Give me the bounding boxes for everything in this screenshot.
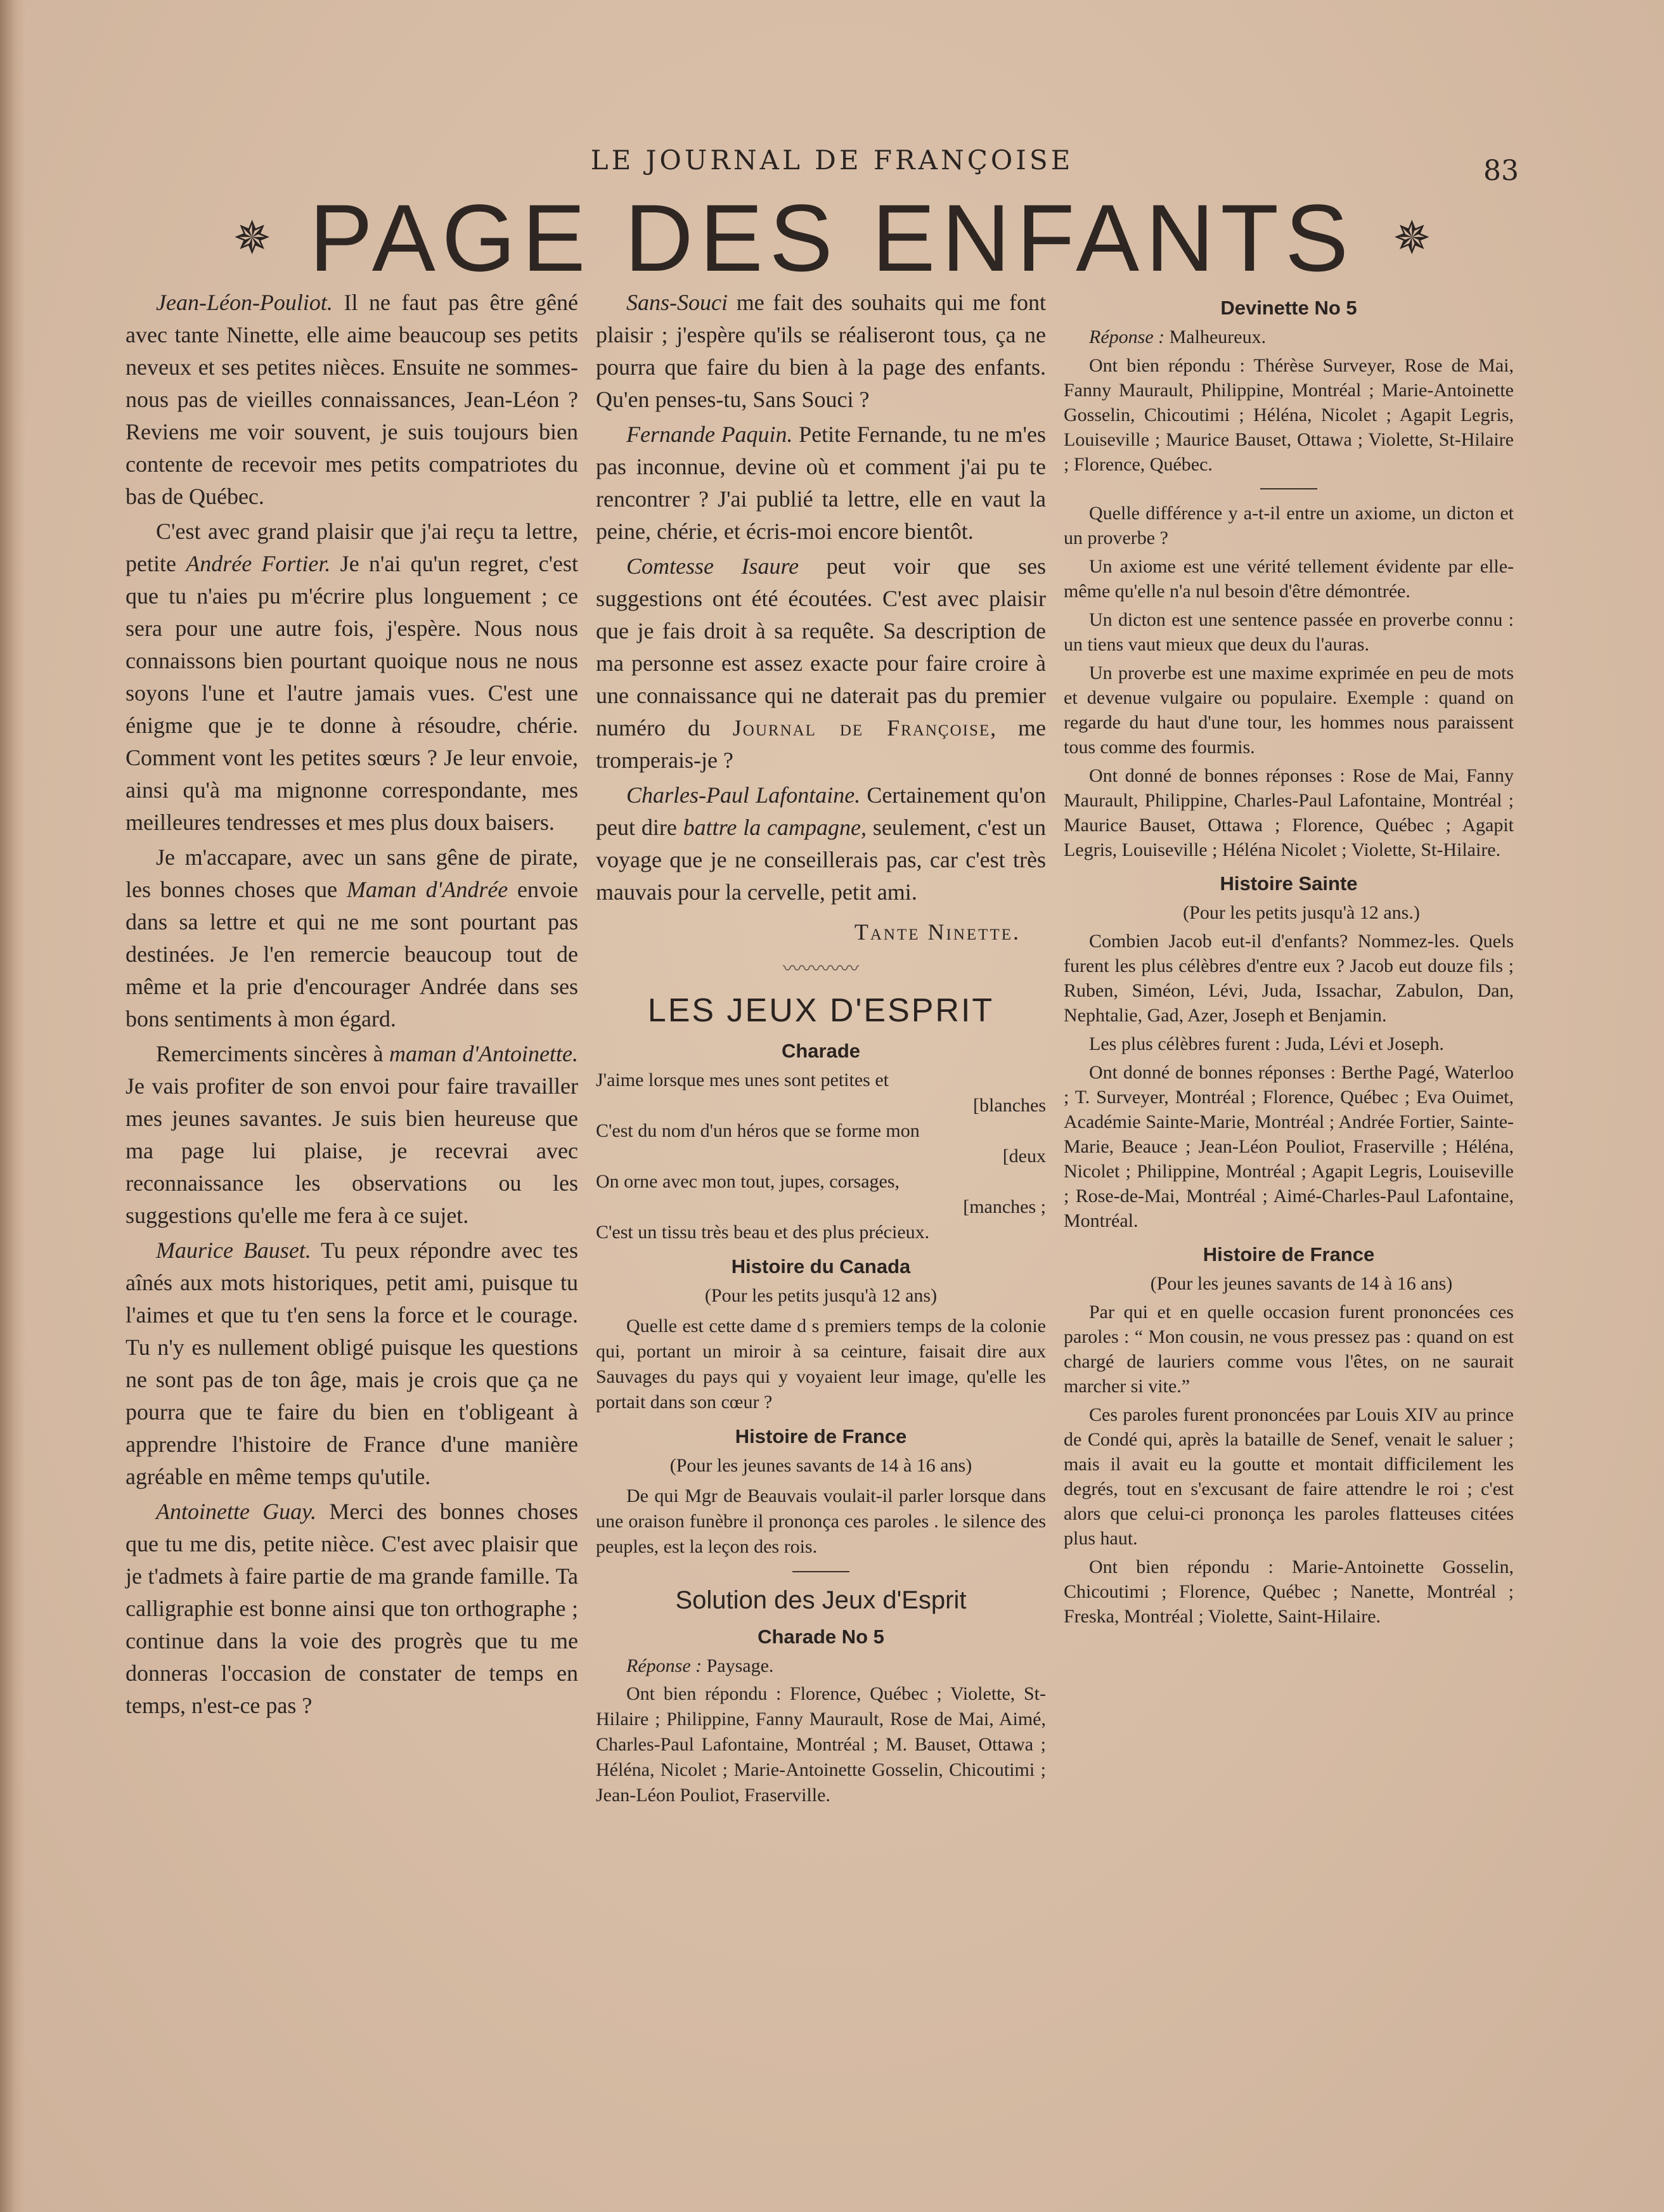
reply-text: Je vais profiter de son envoi pour faire travailler mes jeunes savantes. Je suis bien heureuse que ma page lui plaise, je recevrai avec reconnaissance les observations ou les suggestions qu'elle me fera à ce sujet. (126, 1073, 578, 1228)
responders-list: Ont donné de bonnes réponses : Berthe Pagé, Waterloo ; T. Surveyer, Montréal ; Florence, Québec ; Eva Ouimet, Académie Sainte-Marie, Montréal ; Andrée Fortier, Sainte-Marie, Beauce ; Jean-Léon Pouliot, Fraserville ; Héléna, Nicolet ; Philippine, Montréal ; Agapit Legris, Louiseville ; Rose-de-Mai, Montréal ; Aimé-Charles-Paul Lafontaine, Montréal. (1064, 1062, 1514, 1231)
reply-text: envoie dans sa lettre et qui ne me sont pourtant pas destinées. Je l'en remercie beaucoup tout de même et la prie d'encourager Andrée dans ses bons sentiments à mon égard. (126, 877, 578, 1032)
verse-line: J'aime lorsque mes unes sont petites et (596, 1070, 889, 1090)
reply-text: peut voir que ses suggestions ont été écoutées. C'est avec plaisir que je fais droit à sa requête. Sa description de ma personne est assez exacte pour faire croire à une connaissance qui ne daterait pas du premier numéro du (596, 553, 1046, 741)
verse-line: C'est du nom d'un héros que se forme mon (596, 1120, 920, 1141)
correspondent-name: Jean-Léon-Pouliot. (156, 290, 333, 315)
histoire-france-title: Histoire de France (1203, 1243, 1375, 1265)
journal-name: Journal de Françoise (732, 715, 991, 741)
letter-reply (126, 841, 578, 1035)
answer-text: Paysage. (702, 1655, 774, 1676)
page-number: 83 (1483, 155, 1519, 187)
solution-title: Solution des Jeux d'Esprit (675, 1586, 967, 1614)
reply-text: C'est avec grand plaisir que j'ai reçu ta lettre, petite (126, 519, 578, 576)
correspondent-name: Sans-Souci (626, 290, 728, 315)
verse-line: [manches ; (963, 1196, 1046, 1217)
charade-verse (596, 1068, 1046, 1245)
responders-list: Ont bien répondu : Marie-Antoinette Gosselin, Chicoutimi ; Florence, Québec ; Nanette, Montréal ; Freska, Montréal ; Violette, Saint-Hilaire. (1064, 1556, 1514, 1627)
reply-text: Tu peux répondre avec tes aînés aux mots historiques, petit ami, puisque tu l'aimes et que tu t'en sens la force et le courage. Tu n'y es nullement obligé puisque les questions ne sont pas de ton âge, mais je crois que ça ne pourra que te faire du bien en t'obligeant à apprendre l'histoire de France d'une manière agréable en même temps qu'utile. (126, 1238, 578, 1489)
reply-text: Certainement qu'on peut dire (596, 782, 1046, 840)
reply-text: Je m'accapare, avec un sans gêne de pirate, les bonnes choses que (126, 844, 578, 902)
column-middle (596, 287, 1046, 1811)
reply-text: seulement, c'est un voyage que je ne conseillerais pas, car c'est très mauvais pour la cervelle, petit ami. (596, 815, 1046, 905)
ornament-right-icon: ✵ (1393, 211, 1431, 264)
answer-text: Ces paroles furent prononcées par Louis XIV au prince de Condé qui, après la bataille de Senef, venait le saluer ; mais il avait eu la goutte et montait difficilement les degrés, tout en s'excusant de faire attendre le roi ; c'est alors que celui-ci prononça les paroles flatteuses citées plus haut. (1064, 1404, 1514, 1549)
column-left (126, 287, 578, 1724)
letter-reply (596, 550, 1046, 777)
correspondent-name: Antoinette Guay. (156, 1499, 317, 1524)
letter-reply (126, 287, 578, 513)
charade5-title: Charade No 5 (758, 1626, 884, 1648)
page-title: PAGE DES ENFANTS (309, 184, 1355, 291)
correspondent-name: Comtesse Isaure (626, 553, 799, 579)
correspondent-name: Charles-Paul Lafontaine. (626, 782, 861, 808)
answer-text: Malheureux. (1164, 327, 1267, 347)
wavy-divider: 〰〰〰〰 (783, 959, 859, 980)
short-divider (1260, 488, 1317, 489)
italic-phrase: battre la campagne, (683, 815, 867, 840)
charade-title: Charade (781, 1040, 861, 1062)
letter-reply (596, 418, 1046, 548)
correspondent-name: Andrée Fortier. (186, 551, 331, 576)
question-text: Combien Jacob eut-il d'enfants? Nommez-les. Quels furent les plus célèbres d'entre eux ? Jacob eut douze fils ; Ruben, Siméon, Lévi, Juda, Issachar, Zabulon, Dan, Nephtalie, Gad, Azer, Joseph et Benjamin. (1064, 931, 1514, 1026)
answer-label: Réponse : (1089, 327, 1165, 347)
reply-text: , me tromperais-je ? (596, 715, 1047, 773)
question-text: De qui Mgr de Beauvais voulait-il parler lorsque dans une oraison funèbre il prononça ces paroles . le silence des peuples, est la leçon des rois. (596, 1485, 1046, 1557)
answer-line (1064, 325, 1514, 349)
answer-text: Un axiome est une vérité tellement évidente par elle-même qu'elle n'a nul besoin d'être démontrée. (1064, 556, 1514, 602)
question-text: Quelle est cette dame d s premiers temps de la colonie qui, portant un miroir à sa ceinture, faisait dire aux Sauvages du pays qui y voyaient leur image, qu'elle les portait dans son cœur ? (596, 1316, 1046, 1413)
letter-reply (126, 1234, 578, 1493)
signature: Tante Ninette. (854, 919, 1021, 945)
ornament-left-icon: ✵ (233, 211, 271, 264)
reply-text: Petite Fernande, tu ne m'es pas inconnue, devine où et comment j'ai pu te rencontrer ? J'ai publié ta lettre, elle en vaut la peine, chérie, et écris-moi encore bientôt. (596, 422, 1046, 544)
reply-text: Remerciments sincères à (156, 1041, 389, 1066)
histoire-sainte-title: Histoire Sainte (1220, 872, 1358, 895)
reply-text: Il ne faut pas être gêné avec tante Ninette, elle aime beaucoup ses petits neveux et ses petites nièces. Ensuite ne sommes-nous pas de vieilles connaissances, Jean-Léon ? Reviens me voir souvent, je suis toujours bien contente de recevoir mes petits compatriotes du bas de Québec. (126, 290, 578, 509)
letter-reply (126, 1038, 578, 1232)
correspondent-name: Maman d'Andrée (346, 877, 508, 902)
letter-reply (596, 779, 1046, 909)
answer-text: Un dicton est une sentence passée en proverbe connu : un tiens vaut mieux que deux du l'auras. (1064, 609, 1514, 655)
letter-reply (126, 515, 578, 839)
canada-title: Histoire du Canada (731, 1255, 911, 1277)
reply-text: me fait des souhaits qui me font plaisir ; j'espère qu'ils se réaliseront tous, ça ne pourra que faire du bien à la page des enfants. Qu'en penses-tu, Sans Souci ? (596, 290, 1046, 412)
column-right (1064, 287, 1514, 1633)
responders-list: Ont donné de bonnes réponses : Rose de Mai, Fanny Maurault, Philippine, Charles-Paul Lafontaine, Montréal ; Maurice Bauset, Ottawa ; Florence, Québec ; Agapit Legris, Louiseville ; Héléna Nicolet ; Violette, St-Hilaire. (1064, 765, 1514, 860)
answer-text: Un proverbe est une maxime exprimée en peu de mots et devenue vulgaire ou populaire. Exemple : quand on regarde du haut d'une tour, les hommes nous paraissent tous comme des fourmis. (1064, 663, 1514, 758)
short-divider (792, 1571, 849, 1572)
reply-text: Je n'ai qu'un regret, c'est que tu n'aies pu m'écrire plus longuement ; ce sera pour une autre fois, j'espère. Nous nous connaissons bien pourtant quoique nous ne nous soyons l'une et l'autre jamais vues. C'est une énigme que je te donne à résoudre, chérie. Comment vont les petites sœurs ? Je leur envoie, ainsi qu'à ma mignonne correspondante, mes meilleures tendresses et mes plus doux baisers. (126, 551, 578, 835)
age-caption: (Pour les petits jusqu'à 12 ans.) (1183, 902, 1420, 923)
title-row (0, 184, 1664, 291)
verse-line: [blanches (973, 1095, 1046, 1116)
france-title: Histoire de France (735, 1425, 907, 1447)
age-caption: (Pour les jeunes savants de 14 à 16 ans) (1150, 1273, 1453, 1294)
responders-list: Ont bien répondu : Thérèse Surveyer, Rose de Mai, Fanny Maurault, Philippine, Montréal ; Marie-Antoinette Gosselin, Chicoutimi ; Héléna, Nicolet ; Agapit Legris, Louiseville ; Maurice Bauset, Ottawa ; Violette, St-Hilaire ; Florence, Québec. (1064, 355, 1514, 475)
answer-text: Les plus célèbres furent : Juda, Lévi et Joseph. (1089, 1033, 1444, 1054)
age-caption: (Pour les petits jusqu'à 12 ans) (704, 1285, 938, 1306)
question-text: Quelle différence y a-t-il entre un axiome, un dicton et un proverbe ? (1064, 503, 1514, 548)
age-caption: (Pour les jeunes savants de 14 à 16 ans) (669, 1455, 972, 1476)
responders-list: Ont bien répondu : Florence, Québec ; Violette, St-Hilaire ; Philippine, Fanny Maurault, Rose de Mai, Aimé, Charles-Paul Lafontaine, Montréal ; M. Bauset, Ottawa ; Héléna, Nicolet ; Marie-Antoinette Gosselin, Chicoutimi ; Jean-Léon Pouliot, Fraserville. (596, 1683, 1046, 1806)
correspondent-name: Fernande Paquin. (626, 422, 793, 447)
verse-line: [deux (1002, 1146, 1046, 1167)
section-title-jeux: LES JEUX D'ESPRIT (647, 992, 995, 1029)
page-spine-shadow (0, 0, 25, 2212)
correspondent-name: Maurice Bauset. (156, 1238, 311, 1263)
devinette-title: Devinette No 5 (1220, 297, 1357, 319)
question-text: Par qui et en quelle occasion furent prononcées ces paroles : “ Mon cousin, ne vous pressez pas : quand on est chargé de lauriers comme vous l'êtes, on ne saurait marcher si vite.” (1064, 1302, 1514, 1397)
running-head: LE JOURNAL DE FRANÇOISE (590, 145, 1074, 176)
answer-label: Réponse : (626, 1655, 702, 1676)
correspondent-name: maman d'Antoinette. (389, 1041, 578, 1066)
letter-reply (126, 1496, 578, 1722)
verse-line: C'est un tissu très beau et des plus précieux. (596, 1222, 930, 1243)
reply-text: Merci des bonnes choses que tu me dis, petite nièce. C'est avec plaisir que je t'admets à faire partie de ma grande famille. Ta calligraphie est bonne ainsi que ton orthographe ; continue dans la voie des progrès que tu me donneras l'occasion de constater de temps en temps, n'est-ce pas ? (126, 1499, 578, 1718)
answer-line (596, 1653, 1046, 1679)
letter-reply (596, 287, 1046, 416)
verse-line: On orne avec mon tout, jupes, corsages, (596, 1171, 900, 1192)
